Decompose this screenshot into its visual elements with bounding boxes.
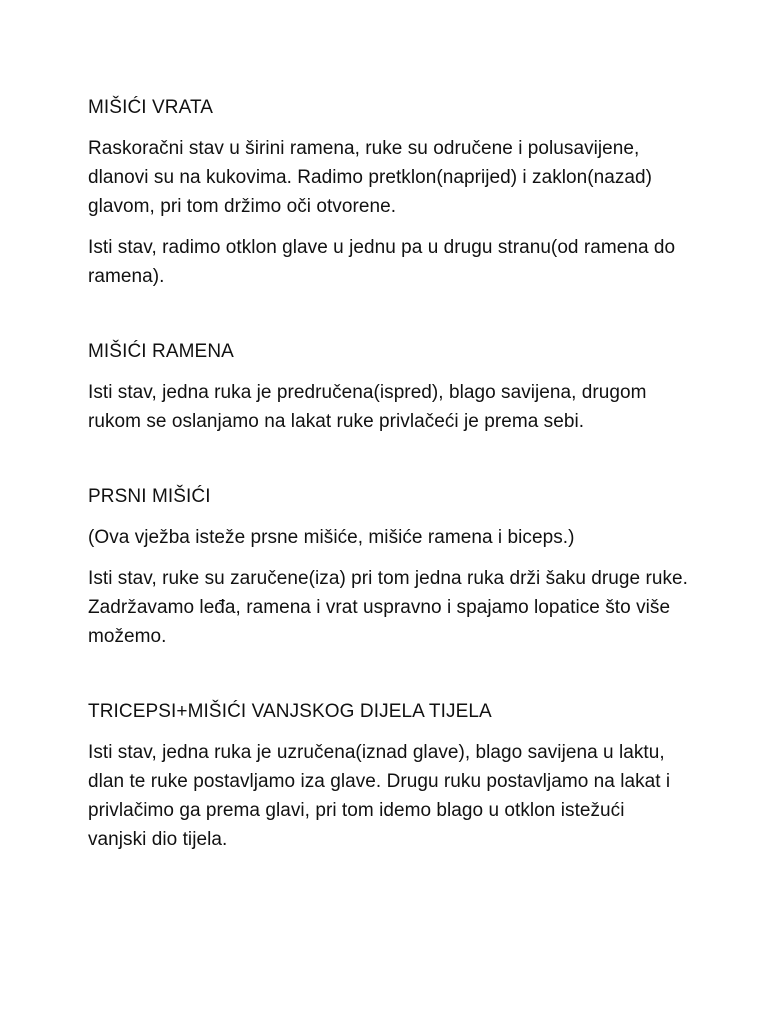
- section-heading: MIŠIĆI RAMENA: [88, 341, 234, 362]
- section-spacer: [88, 663, 688, 697]
- paragraph: Isti stav, jedna ruka je predručena(ispred), blago savijena, drugom rukom se oslanjamo na lakat ruke privlačeći je prema sebi.: [88, 382, 647, 432]
- section-neck: [88, 93, 688, 291]
- section-chest: [88, 482, 688, 651]
- section-spacer: [88, 448, 688, 482]
- section-heading: PRSNI MIŠIĆI: [88, 486, 211, 507]
- section-heading: TRICEPSI+MIŠIĆI VANJSKOG DIJELA TIJELA: [88, 701, 492, 722]
- section-triceps: [88, 697, 688, 854]
- paragraph: Isti stav, radimo otklon glave u jednu pa u drugu stranu(od ramena do ramena).: [88, 237, 676, 287]
- section-shoulders: [88, 337, 688, 436]
- paragraph: Isti stav, ruke su zaručene(iza) pri tom jedna ruka drži šaku druge ruke. Zadržavamo leđa, ramena i vrat uspravno i spajamo lopatice što više možemo.: [88, 568, 688, 647]
- paragraph: Isti stav, jedna ruka je uzručena(iznad glave), blago savijena u laktu, dlan te ruke postavljamo iza glave. Drugu ruku postavljamo na lakat i privlačimo ga prema glavi, pri tom idemo blago u otklon istežući vanjski dio tijela.: [88, 742, 671, 850]
- paragraph: (Ova vježba isteže prsne mišiće, mišiće ramena i biceps.): [88, 527, 575, 548]
- section-heading: MIŠIĆI VRATA: [88, 97, 214, 118]
- paragraph: Raskoračni stav u širini ramena, ruke su odručene i polusavijene, dlanovi su na kukovima. Radimo pretklon(naprijed) i zaklon(nazad) glavom, pri tom držimo oči otvorene.: [88, 138, 653, 217]
- document-page: [88, 93, 688, 866]
- section-spacer: [88, 303, 688, 337]
